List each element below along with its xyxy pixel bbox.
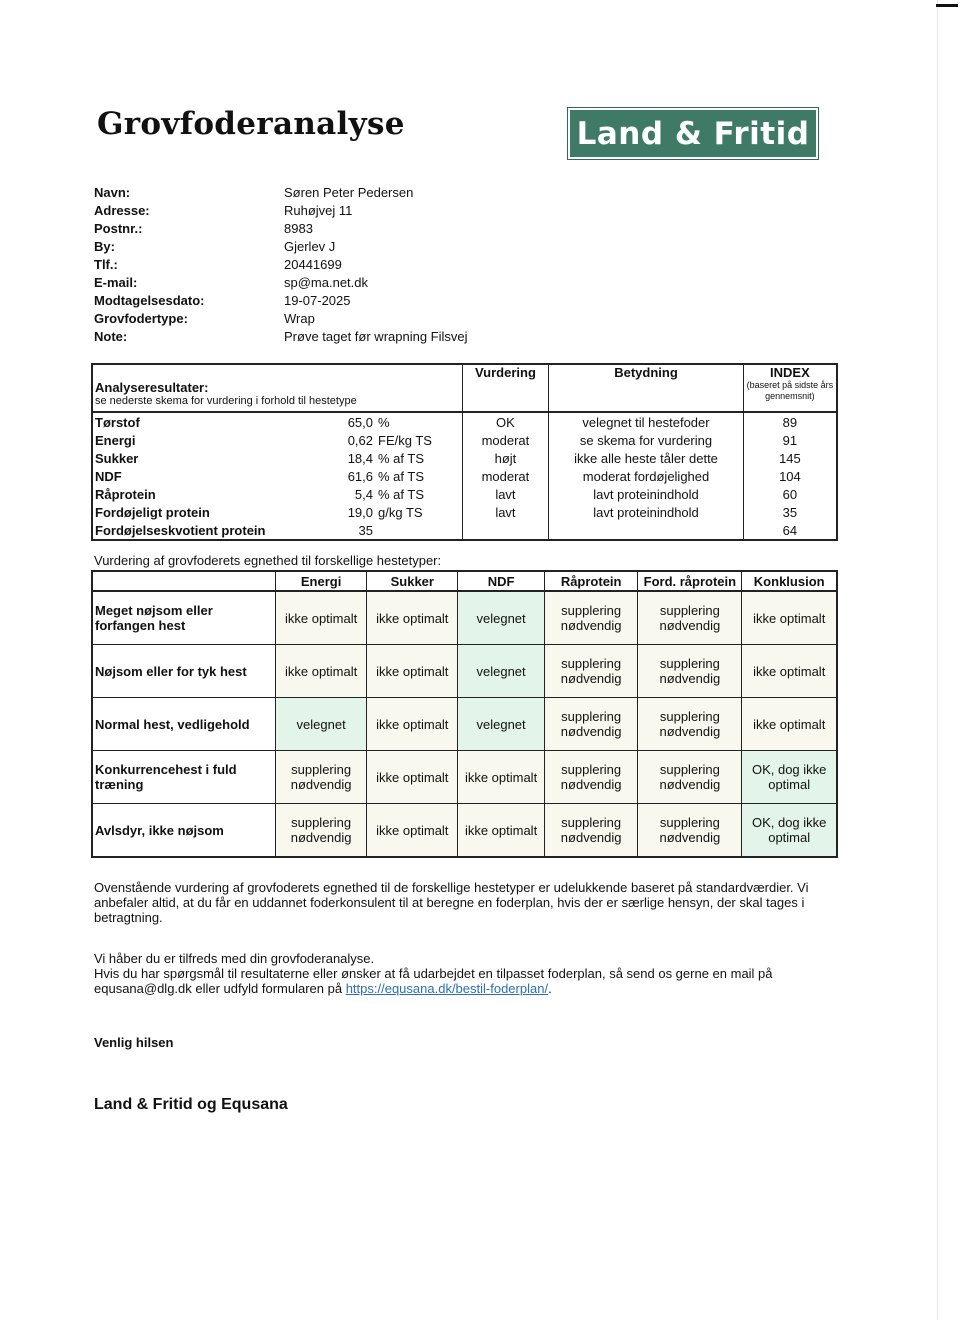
- contact-line-2: [94, 966, 814, 996]
- analysis-param-cell: [92, 503, 462, 521]
- suitability-cell-ndf: ikke optimalt: [458, 751, 545, 804]
- param-name: Sukker: [95, 450, 139, 466]
- analysis-index: 60: [743, 485, 837, 503]
- col-hestetype: [92, 571, 275, 591]
- info-value: Ruhøjvej 11: [284, 202, 353, 218]
- analysis-vurdering: lavt: [462, 485, 549, 503]
- suitability-col-header: Energi: [275, 571, 367, 591]
- info-value: sp@ma.net.dk: [284, 274, 369, 290]
- param-value: 19,0: [347, 504, 373, 520]
- param-value: 61,6: [347, 468, 373, 484]
- analysis-betydning: se skema for vurdering: [549, 431, 744, 449]
- analysis-vurdering: lavt: [462, 503, 549, 521]
- suitability-cell-ford: supplering nødvendig: [638, 804, 742, 858]
- disclaimer-paragraph: Ovenstående vurdering af grovfoderets egnethed til de forskellige hestetyper er udelukkende baseret på standardværdier. Vi anbefaler altid, at du får en uddannet foderkonsulent til at beregne en foderplan, hvis der er særlige hensyn, der skal tages i betragtning.: [94, 880, 809, 925]
- horse-type: Meget nøjsom eller forfangen hest: [92, 591, 275, 645]
- horse-type: Nøjsom eller for tyk hest: [92, 645, 275, 698]
- suitability-cell-ndf: velegnet: [458, 645, 545, 698]
- analysis-param-cell: [92, 449, 462, 467]
- analysis-param-cell: [92, 431, 462, 449]
- info-row: [94, 309, 468, 327]
- param-name: Råprotein: [95, 486, 156, 502]
- suitability-cell-raprotein: supplering nødvendig: [544, 751, 637, 804]
- analysis-row: [92, 412, 837, 431]
- analysis-param-cell: [92, 467, 462, 485]
- param-name: Fordøjelseskvotient protein: [95, 522, 266, 538]
- info-label: Note:: [94, 328, 128, 344]
- suitability-cell-sukker: ikke optimalt: [367, 751, 458, 804]
- info-row: [94, 237, 468, 255]
- suitability-cell-konklusion: OK, dog ikke optimal: [742, 804, 837, 858]
- horse-type: Avlsdyr, ikke nøjsom: [92, 804, 275, 858]
- param-name: Fordøjeligt protein: [95, 504, 210, 520]
- foderplan-link[interactable]: https://equsana.dk/bestil-foderplan/: [345, 981, 549, 996]
- suitability-cell-konklusion: ikke optimalt: [742, 591, 837, 645]
- param-value: 5,4: [354, 486, 373, 502]
- info-row: [94, 219, 468, 237]
- suitability-cell-sukker: ikke optimalt: [367, 645, 458, 698]
- info-label: Tlf.:: [94, 256, 118, 272]
- page-title: Grovfoderanalyse: [97, 106, 405, 142]
- contact-line-1: Vi håber du er tilfreds med din grovfoderanalyse.: [94, 951, 375, 966]
- info-value: 19-07-2025: [284, 292, 351, 308]
- param-unit: FE/kg TS: [378, 432, 432, 448]
- info-value: 8983: [284, 220, 313, 236]
- analysis-betydning: [549, 521, 744, 540]
- suitability-row: [92, 698, 837, 751]
- analysis-row: [92, 431, 837, 449]
- suitability-row: [92, 591, 837, 645]
- col-vurdering: Vurdering: [462, 364, 549, 412]
- suitability-cell-sukker: ikke optimalt: [367, 698, 458, 751]
- info-value: Wrap: [284, 310, 315, 326]
- analysis-row: [92, 449, 837, 467]
- analysis-title: Analyseresultater:: [95, 380, 209, 395]
- analysis-betydning: lavt proteinindhold: [549, 503, 744, 521]
- info-row: [94, 255, 468, 273]
- suitability-cell-sukker: ikke optimalt: [367, 591, 458, 645]
- info-row: [94, 327, 468, 345]
- suitability-cell-energi: velegnet: [275, 698, 367, 751]
- suitability-cell-raprotein: supplering nødvendig: [544, 645, 637, 698]
- analysis-subtitle: se nederste skema for vurdering i forhold til hestetype: [95, 395, 357, 407]
- param-unit: % af TS: [378, 486, 425, 502]
- analysis-index: 104: [743, 467, 837, 485]
- info-label: E-mail:: [94, 274, 138, 290]
- horse-type: Normal hest, vedligehold: [92, 698, 275, 751]
- suitability-col-header: Sukker: [367, 571, 458, 591]
- greeting: Venlig hilsen: [94, 1035, 174, 1050]
- suitability-cell-ford: supplering nødvendig: [638, 751, 742, 804]
- param-name: Tørstof: [95, 414, 140, 430]
- suitability-cell-energi: ikke optimalt: [275, 645, 367, 698]
- info-row: [94, 201, 468, 219]
- suitability-cell-energi: supplering nødvendig: [275, 804, 367, 858]
- param-name: Energi: [95, 432, 136, 448]
- param-unit: % af TS: [378, 450, 425, 466]
- analysis-vurdering: OK: [462, 412, 549, 431]
- analysis-row: [92, 467, 837, 485]
- analysis-param-cell: [92, 521, 462, 540]
- analysis-index: 89: [743, 412, 837, 431]
- analysis-index: 35: [743, 503, 837, 521]
- analysis-vurdering: højt: [462, 449, 549, 467]
- contact-text: Hvis du har spørgsmål til resultaterne eller ønsker at få udarbejdet en tilpasset foderplan, så send os gerne en mail på equsana@dlg.dk eller udfyld formularen på: [94, 966, 773, 996]
- suitability-row: [92, 751, 837, 804]
- analysis-row: [92, 521, 837, 540]
- analysis-row: [92, 485, 837, 503]
- suitability-col-header: NDF: [458, 571, 545, 591]
- suitability-cell-ford: supplering nødvendig: [638, 645, 742, 698]
- info-value: Søren Peter Pedersen: [284, 184, 414, 200]
- analysis-param-cell: [92, 485, 462, 503]
- analysis-index: 91: [743, 431, 837, 449]
- suitability-col-header: Konklusion: [742, 571, 837, 591]
- horse-type: Konkurrencehest i fuld træning: [92, 751, 275, 804]
- analysis-index: 64: [743, 521, 837, 540]
- suitability-row: [92, 645, 837, 698]
- suitability-cell-konklusion: ikke optimalt: [742, 645, 837, 698]
- param-unit: g/kg TS: [378, 504, 423, 520]
- brand-logo: [567, 107, 819, 160]
- analysis-vurdering: moderat: [462, 467, 549, 485]
- info-value: Gjerlev J: [284, 238, 336, 254]
- analysis-param-cell: [92, 412, 462, 431]
- suitability-col-header: Ford. råprotein: [638, 571, 742, 591]
- suitability-cell-konklusion: ikke optimalt: [742, 698, 837, 751]
- col-index-note: (baseret på sidste års gennemsnit): [746, 380, 834, 401]
- analysis-betydning: velegnet til hestefoder: [549, 412, 744, 431]
- param-unit: % af TS: [378, 468, 425, 484]
- analysis-vurdering: [462, 521, 549, 540]
- brand-logo-text: Land & Fritid: [570, 110, 816, 157]
- suitability-row: [92, 804, 837, 858]
- col-betydning: Betydning: [549, 364, 744, 412]
- suitability-cell-ndf: ikke optimalt: [458, 804, 545, 858]
- scan-mark: [936, 4, 958, 7]
- info-row: [94, 273, 468, 291]
- info-label: Navn:: [94, 184, 131, 200]
- info-label: Postnr.:: [94, 220, 143, 236]
- param-value: 18,4: [347, 450, 373, 466]
- info-value: 20441699: [284, 256, 342, 272]
- param-value: 0,62: [347, 432, 373, 448]
- info-label: Modtagelsesdato:: [94, 292, 205, 308]
- suitability-cell-ford: supplering nødvendig: [638, 591, 742, 645]
- suitability-cell-energi: ikke optimalt: [275, 591, 367, 645]
- suitability-table: [91, 570, 838, 858]
- customer-info: [94, 183, 468, 345]
- link-suffix: .: [548, 981, 552, 996]
- col-index: INDEX: [770, 365, 810, 380]
- suitability-cell-ndf: velegnet: [458, 591, 545, 645]
- signature: Land & Fritid og Equsana: [94, 1096, 288, 1113]
- info-value: Prøve taget før wrapning Filsvej: [284, 328, 468, 344]
- analysis-row: [92, 503, 837, 521]
- suitability-cell-konklusion: OK, dog ikke optimal: [742, 751, 837, 804]
- analysis-betydning: moderat fordøjelighed: [549, 467, 744, 485]
- info-row: [94, 183, 468, 201]
- info-label: Grovfodertype:: [94, 310, 188, 326]
- suitability-cell-energi: supplering nødvendig: [275, 751, 367, 804]
- contact-paragraph: [94, 951, 814, 996]
- analysis-table: [91, 363, 838, 541]
- param-unit: %: [378, 414, 390, 430]
- suitability-cell-sukker: ikke optimalt: [367, 804, 458, 858]
- suitability-cell-ndf: velegnet: [458, 698, 545, 751]
- analysis-index: 145: [743, 449, 837, 467]
- page-edge-line: [937, 0, 938, 1320]
- suitability-cell-raprotein: supplering nødvendig: [544, 591, 637, 645]
- param-name: NDF: [95, 468, 122, 484]
- suitability-cell-raprotein: supplering nødvendig: [544, 698, 637, 751]
- suitability-cell-raprotein: supplering nødvendig: [544, 804, 637, 858]
- suitability-col-header: Råprotein: [544, 571, 637, 591]
- analysis-betydning: lavt proteinindhold: [549, 485, 744, 503]
- param-value: 35: [358, 522, 373, 538]
- analysis-vurdering: moderat: [462, 431, 549, 449]
- suitability-cell-ford: supplering nødvendig: [638, 698, 742, 751]
- suitability-caption: Vurdering af grovfoderets egnethed til forskellige hestetyper:: [94, 553, 442, 568]
- info-row: [94, 291, 468, 309]
- analysis-betydning: ikke alle heste tåler dette: [549, 449, 744, 467]
- info-label: Adresse:: [94, 202, 150, 218]
- param-value: 65,0: [347, 414, 373, 430]
- info-label: By:: [94, 238, 115, 254]
